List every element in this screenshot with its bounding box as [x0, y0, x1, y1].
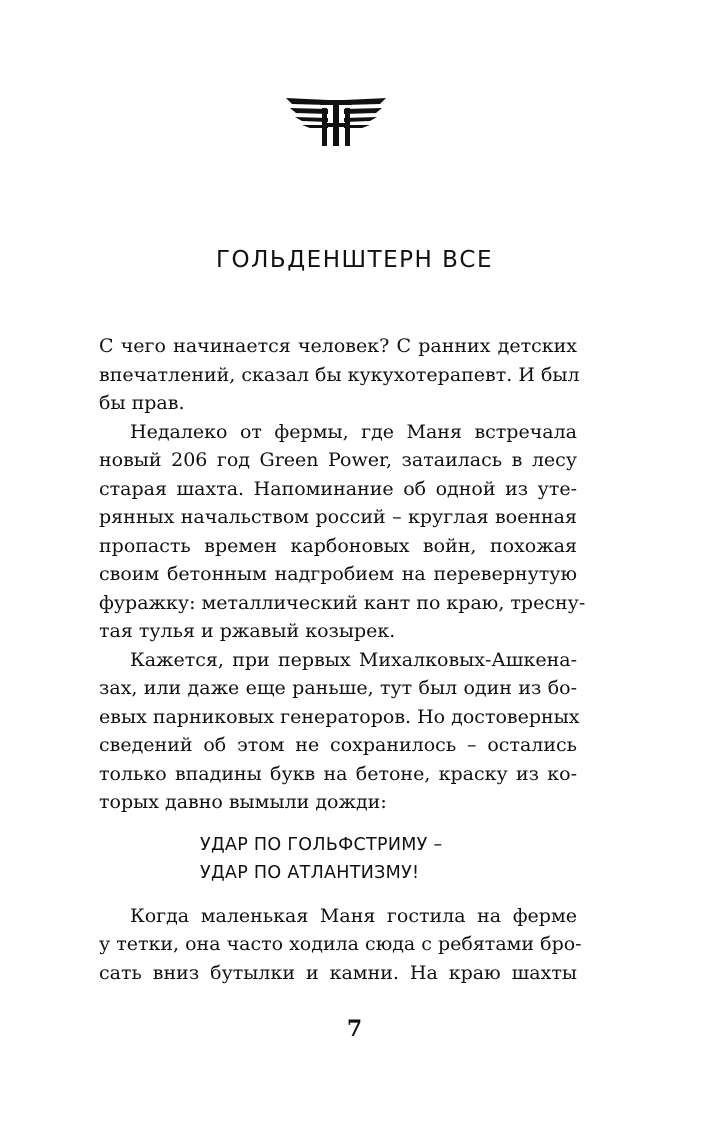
text-line: впечатлений, сказал бы кукухотерапевт. И был — [99, 363, 580, 386]
page-number: 7 — [346, 1016, 363, 1042]
inscription — [99, 831, 577, 888]
text-line: пропасть времен карбоновых войн, похожая — [99, 534, 577, 557]
text-line: у тетки, она часто ходила сюда с ребятами бро- — [99, 933, 582, 955]
inscription-line: УДАР ПО ГОЛЬФСТРИМУ – — [200, 834, 443, 855]
text-line: торых давно вымыли дожди: — [99, 791, 387, 813]
text-line: зах, или даже еще раньше, тут был один из бо- — [99, 677, 577, 699]
text-line: старая шахта. Напоминание об одной из уте- — [99, 477, 577, 500]
text-line: С чего начинается человек? С ранних детских — [99, 335, 577, 357]
text-line: фуражку: металлический кант по краю, тресну- — [99, 591, 586, 614]
text-line: только впадины букв на бетоне, краску из ко- — [99, 762, 577, 785]
text-line: Когда маленькая Маня гостила на ферме — [130, 904, 577, 927]
winged-monogram-logo — [284, 92, 388, 148]
text-line: рянных начальством россий – круглая военная — [99, 506, 577, 528]
text-line: своим бетонным надгробием на перевернутую — [99, 563, 577, 585]
text-line: тая тулья и ржавый козырек. — [99, 620, 396, 642]
text-line: Недалеко от фермы, где Маня встречала — [130, 420, 577, 443]
text-line: Кажется, при первых Михалковых-Ашкена- — [130, 648, 577, 671]
inscription-line: УДАР ПО АТЛАНТИЗМУ! — [200, 863, 420, 883]
text-line: евых парниковых генераторов. Но достоверных — [99, 705, 580, 728]
chapter-title: ГОЛЬДЕНШТЕРН ВСЕ — [215, 247, 494, 273]
body-text — [99, 332, 586, 987]
text-line: сведений об этом не сохранилось – остались — [99, 734, 577, 756]
text-line: новый 206 год Green Power, затаилась в лесу — [99, 449, 577, 471]
text-line: бы прав. — [99, 392, 185, 414]
text-line: сать вниз бутылки и камни. На краю шахты — [99, 961, 577, 984]
